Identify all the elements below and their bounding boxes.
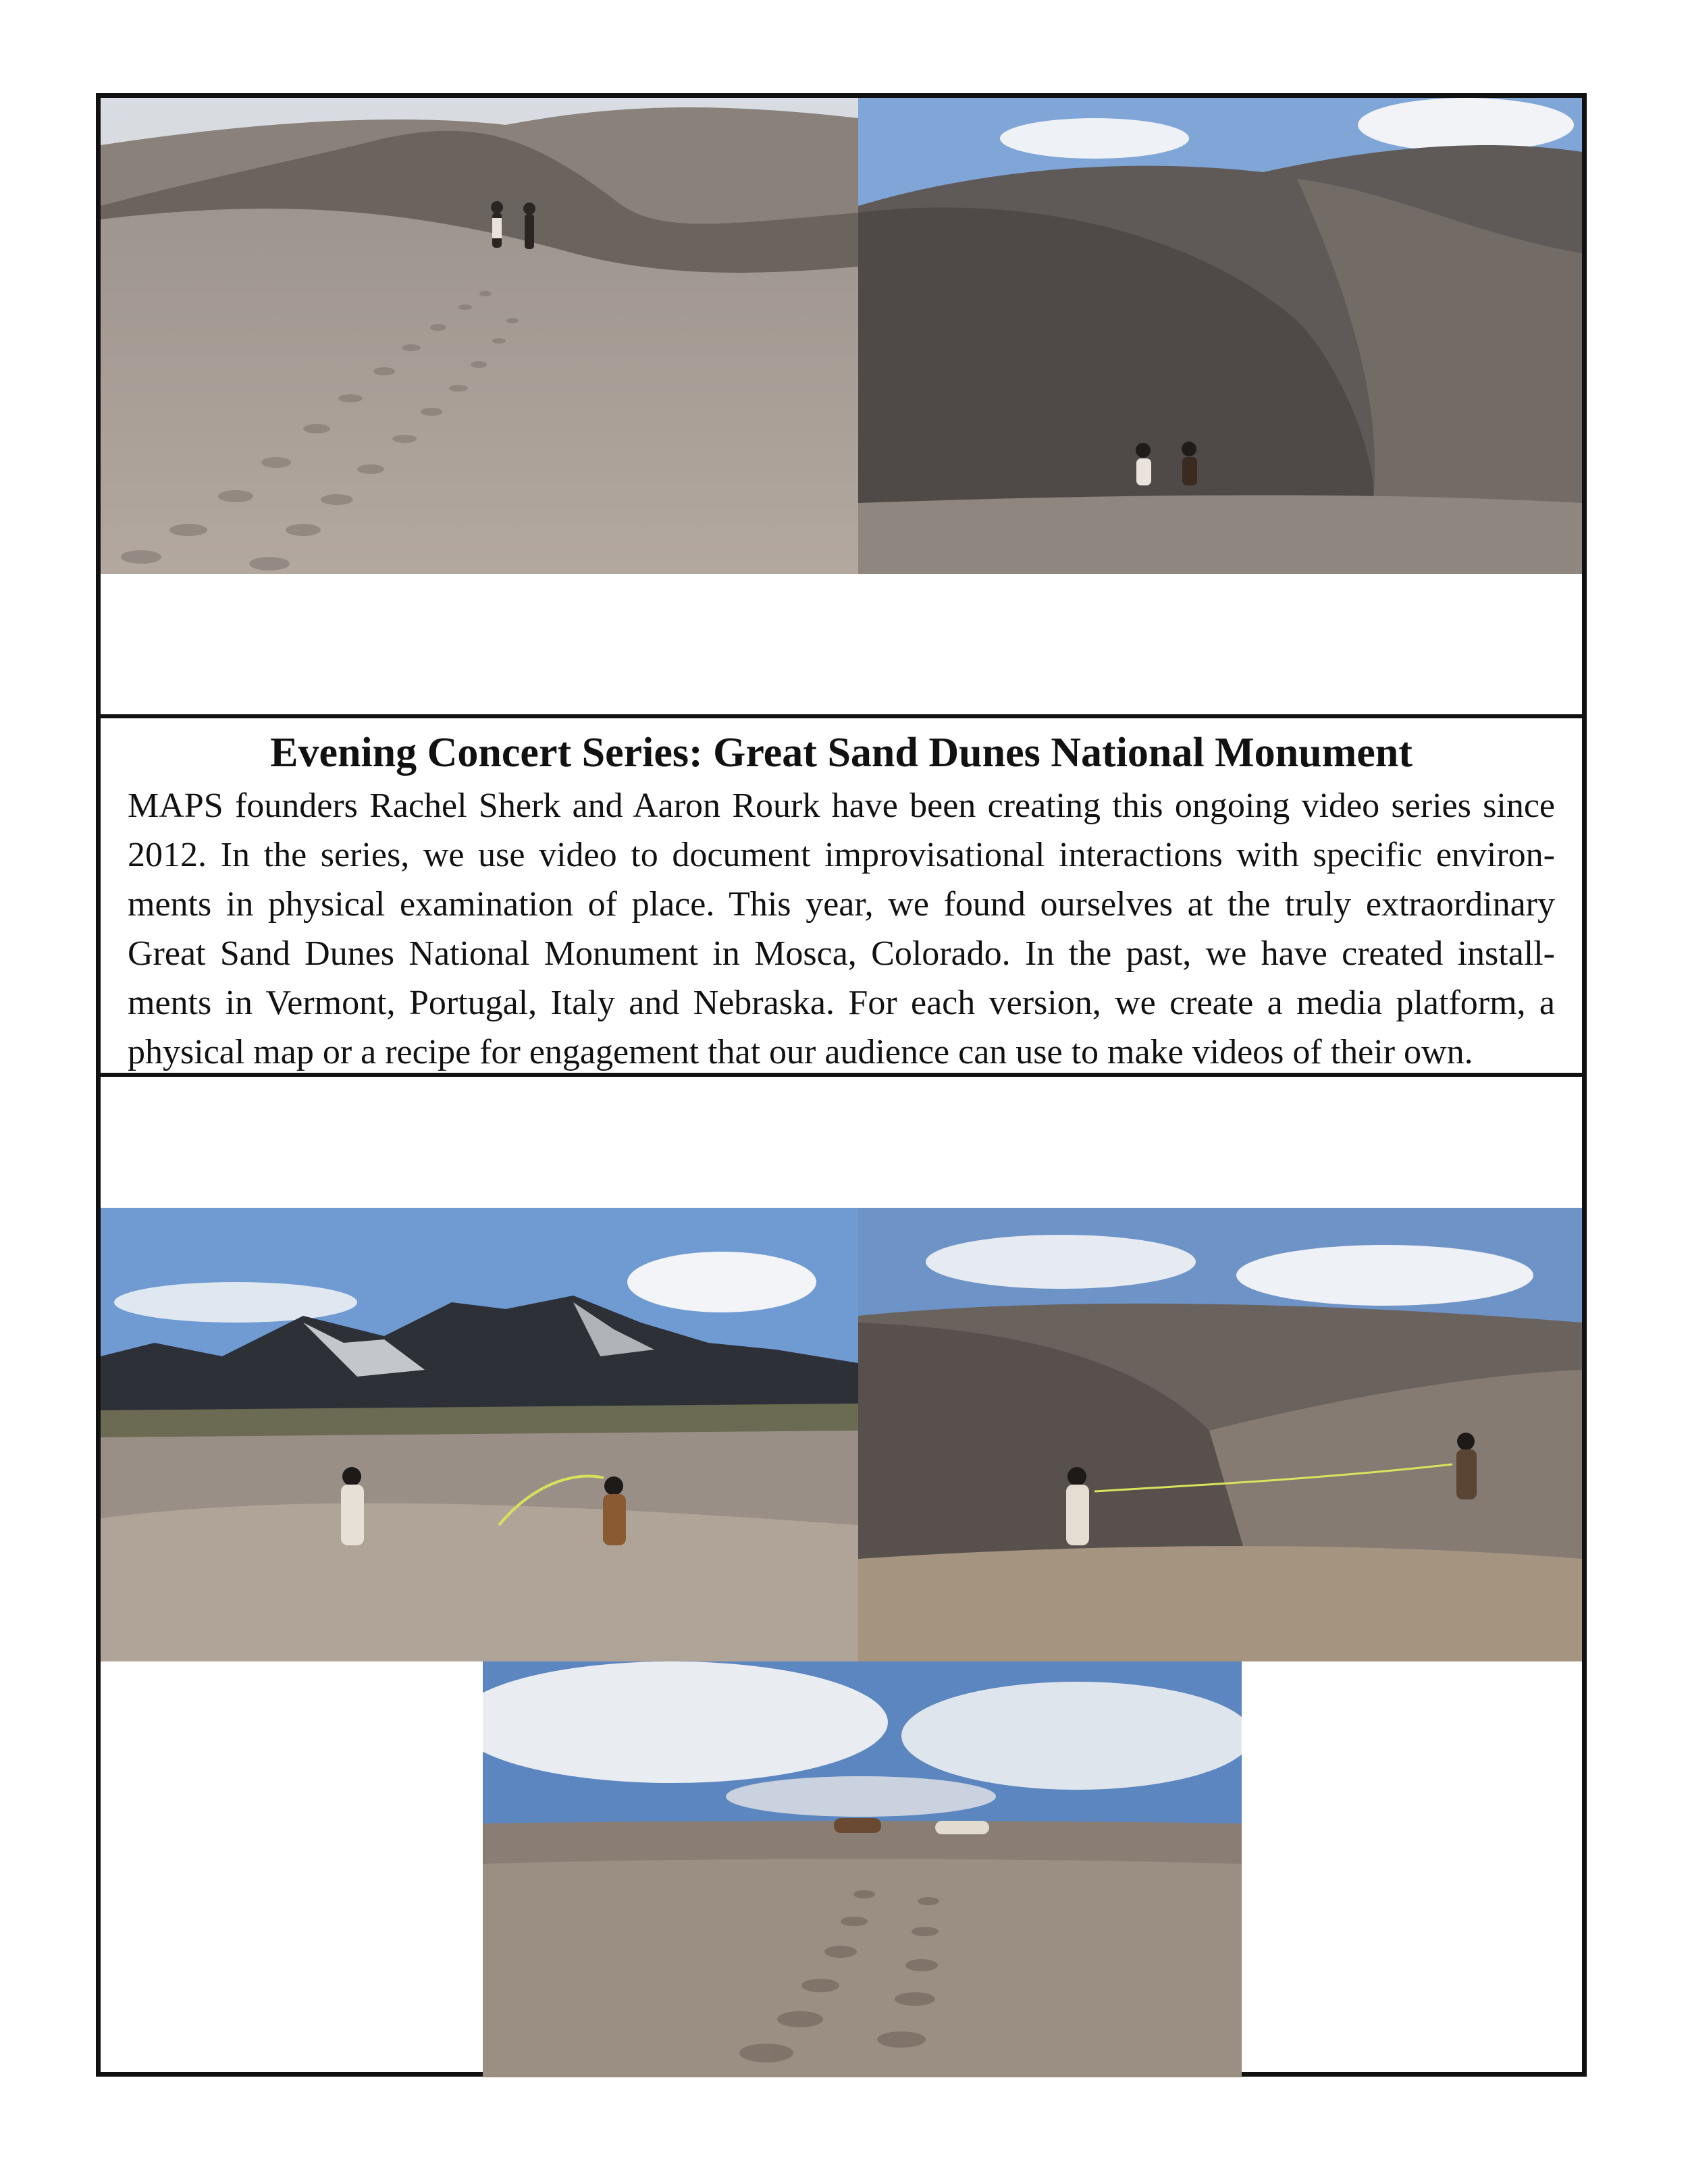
photo-dunes-footprints (101, 98, 858, 574)
text-section (101, 723, 1582, 1074)
description-paragraph (128, 781, 1555, 1077)
paragraph-line: ments in physical examination of place. This year, we found ourselves at the truly extraordinary (128, 885, 1555, 924)
photo-dune-ridge-running (858, 1208, 1582, 1661)
divider-bottom (101, 1073, 1582, 1077)
page-title: Evening Concert Series: Great Sand Dunes National Monument (270, 730, 1413, 776)
paragraph-line: Great Sand Dunes National Monument in Mosca, Colorado. In the past, we have created install- (128, 934, 1555, 973)
paragraph-line: physical map or a recipe for engagement that our audience can use to make videos of their own. (128, 1033, 1473, 1071)
photo-mountains-jumping (101, 1208, 858, 1661)
paragraph-line: MAPS founders Rachel Sherk and Aaron Rourk have been creating this ongoing video series since (128, 787, 1555, 825)
photo-dune-crest-crawling (483, 1661, 1242, 2077)
paragraph-line: ments in Vermont, Portugal, Italy and Nebraska. For each version, we create a media platform, a (128, 984, 1555, 1022)
divider-top (101, 714, 1582, 718)
paragraph-line: 2012. In the series, we use video to document improvisational interactions with specific environ- (128, 836, 1555, 874)
page-frame (96, 93, 1587, 2077)
photo-dunes-seated-figures (858, 98, 1582, 574)
